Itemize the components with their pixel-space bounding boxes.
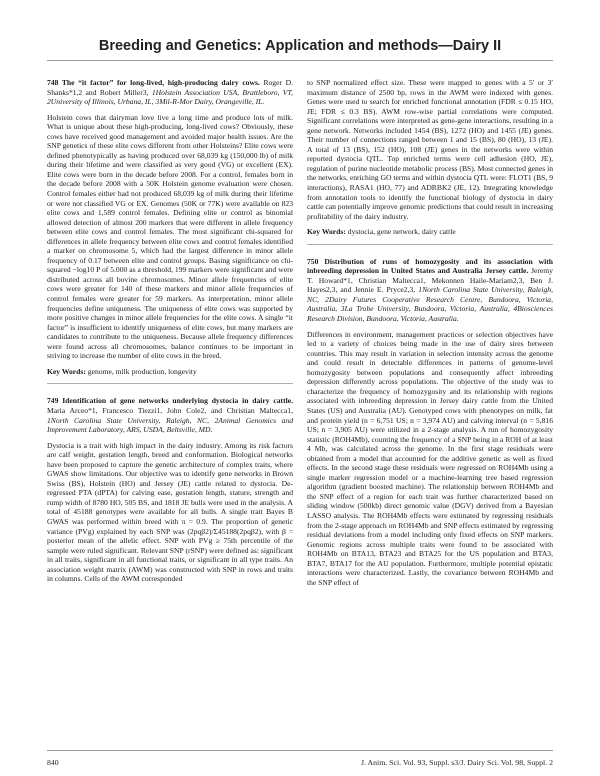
abstract-749-authors: Maria Arceo*1, Francesco Tiezzi1, John Cole2, and Christian Maltecca1,: [47, 405, 293, 415]
abstract-749-body: Dystocia is a trait with high impact in the dairy industry. Among its risk factors are calf weight, gestation length, breed and conformation. Biological networks have been proposed to capture the genetic architecture of complex traits, where GWAS show limitations. Our objective was to identify gene networks in Brown Swiss (BS), Holstein (HO) and Jersey (JE) cattle related to dystocia. De-regressed PTA (dPTA) for calving ease, gestation length, stature, strength and rump width of 8780 HO, 505 BS, and 1818 JE bulls were used in the analysis. A total of 45188 genotypes were available for all bulls. A single trait Bayes B GWAS was performed within breed with π = 0.9. The proportion of genetic variance (PVg) explained by each SNP was (2pqβ2)/Σ45188(2pqβ2), with β = posterior mean of the allelic effect. SNP with PVg ≥ 75th percentile of the sample were ruled significant. Relevant SNP (rSNP) were defined as: significant in all traits, significant in all functional traits, or significant in all type traits. An association weight matrix (AWM) was constructed with SNP in rows and traits in columns. Cells of the AWM corresponded: [47, 440, 293, 584]
keywords-label: Key Words:: [47, 366, 86, 376]
abstract-750-title: 750 Distribution of runs of homozygosity and its association with inbreeding depression in United States and Australia Jersey cattle.: [307, 256, 553, 276]
footer-rule: [47, 750, 553, 751]
abstract-750-authors: Jeremy T. Howard*1, Christian Maltecca1, Mekonnen Haile-Mariam2,3, Ben J. Hayes2,3, and Jennie E. Pryce2,3,: [307, 266, 553, 295]
keywords-rule: [307, 244, 553, 245]
abstract-749-body-continued: to SNP normalized effect size. These were mapped to genes with a 5′ or 3′ maximum distance of 2500 bp, rows in the AWM were indexed with genes. Genes were used to search for enriched functional annotation (FDR ≤ 0.15 HO, JE; FDR ≤ 0.3 BS). AWM row-wise partial correlations were computed. Significant correlations were interpreted as gene-gene interactions, resulting in a gene network. Networks included 1454 (BS), 1272 (HO) and 1455 (JE) genes. Their number of connections ranged between 1 and 15 (BS), 80 (HO), 13 (JE). A total of 13 (BS), 152 (HO), 108 (JE) genes in the networks were within reported dystocia QTL. Top enriched terms were cell adhesion (HO, JE), regulation of purine nucleotide metabolic process (BS). Most connected genes in the networks, enriching GO terms and within dystocia QTL were: FLOT1 (BS, 9 interactions), RASA1 (HO, 77) and ADRBK2 (JE, 12). Integrating knowledge from annotation tools to identify the functional biology of dystocia in dairy cattle can potentially improve genomic predictions that could result in increasing profitability of the dairy industry.: [307, 78, 553, 221]
abstract-749-affiliations: 1North Carolina State University, Raleigh, NC, 2Animal Genomics and Improvement Laboratory, ARS, USDA, Beltsville, MD.: [47, 415, 293, 435]
abstract-748: [47, 78, 293, 384]
keywords-text: dystocia, gene network, dairy cattle: [347, 227, 456, 237]
header-rule: [47, 60, 553, 61]
abstract-748-affiliations: 1Holstein Association USA, Brattleboro, VT, 2University of Illinois, Urbana, IL, 3Mil-R-Mor Dairy, Orangeville, IL.: [47, 87, 293, 107]
abstract-748-title: 748 The “it factor” for long-lived, high-producing dairy cows.: [47, 78, 260, 87]
page-header-title: Breeding and Genetics: Application and methods—Dairy II: [98, 38, 502, 54]
keywords-text: genome, milk production, longevity: [87, 366, 197, 376]
abstract-750-body: Differences in environment, management practices or selection objectives have led to a variety of choices being made in the use of dairy sires between countries. This may result in variation in selection intensity across the genome and could result in detectable differences in patterns of genome-level homozygosity between populations and consequently affect inbreeding depression differently across populations. The objective of the study was to characterize the frequency of homozygosity and its relationship with regions associated with inbreeding depression in Jersey dairy cattle from the United States (US) and Australia (AU). Genotyped cows with phenotypes on milk, fat and protein yield (n = 6,751 US; n = 3,974 AU) and calving interval (n = 5,816 US; n = 3,905 AU) were utilized in a 2-stage analysis. A run of homozygosity statistic (ROH4Mb), counting the frequency of a SNP being in a ROH of at least 4 Mb, was calculated across the genome. In the first stage residuals were obtained from a model that accounted for the additive genetic as well as fixed effects. In the second stage these residuals were regressed on ROH4Mb using a single marker regression model or a machine-learning tree based regression algorithm (gradient boosted machine). The relationship between ROH4Mb and the SNP effect of a region for each trait was further characterized based on sliding window (500kb) direct genomic value (DGV) derived from a Bayesian LASSO analysis. The ROH4Mb effects were estimated by regressing residuals from the 2-stage approach on ROH4Mb and SNP effects estimated by regressing residual deviations from a model including only fixed effects on SNP markers. Genomic regions across multiple traits were found to be associated with ROH4Mb on BTA13, BTA23 and BTA25 for the US population and BTA3, BTA7, BTA17 for the AU population. Furthermore, multiple potential epistatic interactions were characterized. Lastly, the covariance between ROH4Mb and the SNP effect of: [307, 329, 553, 587]
keywords-label: Key Words:: [307, 227, 346, 237]
abstract-748-body: Holstein cows that dairyman love live a long time and produce lots of milk. What is unique about these high-producing, long-lived cows? Obviously, these cows have received good management and avoided major health issues. Are the SNP genetics of these elite cows different from other Holsteins? Elite cows were defined phenotypically as having produced over 68,039 kg (150,000 lb) of milk during their lifetime and were classified as very good (VG) or excellent (EX). Elite cows were born in the decade before 2008. For a control, females born in the decade before 2008 with a 50K Holstein genome evaluation were chosen. Control females either had not produced 68,039 kg of milk during their lifetime or were not classified VG or EX. Genomes (50K or 77K) were available on 823 elite cows and 1,589 control females. Defining elite or control as binomial allowed detection of almost 200 markers that were different in allele frequency between elite cows and control females. The most significant chi-squared for differences in allele frequency between elite cows and control females identified a marker on chromosome 5, which had the largest difference in minor allele frequency of 0.17 between elite and control groups. Basing significance on chi-squared −log10 P of 5.000 as a threshold, 199 markers were significant and were distributed across all bovine chromosomes. Minor allele frequencies of elite cows were greater for 140 of these markers and minor allele frequencies of control females were greater for 59 markers. As interpretation, minor allele frequencies define uniqueness. The uniqueness of elite cows was supported by more positive changes in minor allele frequencies for the elite cows. A single “it factor” is insufficient to identify uniqueness of elite cows, but many markers are candidates to contribute to the uniqueness. Because allele frequency differences were found across all chromosomes, balance continues to be important in striving to increase the number of elite cows in the breed.: [47, 112, 293, 361]
abstract-749: [47, 396, 293, 583]
abstract-750-affiliations: 1North Carolina State University, Raleigh, NC, 2Dairy Futures Cooperative Research Centre, Bundoora, Victoria, Australia, 3La Trobe University, Bundoora, Victoria, Australia, 4Biosciences Research Division, Bundoora, Victoria, Australia.: [307, 285, 553, 324]
abstract-748-authors: Roger D. Shanks*1,2 and Robert Miller3,: [47, 78, 293, 97]
page-number: 840: [47, 758, 59, 767]
abstract-749-keywords: [307, 227, 553, 237]
left-column: [47, 78, 293, 584]
abstract-749-title: 749 Identification of gene networks underlying dystocia in dairy cattle.: [47, 396, 293, 406]
abstract-750: [307, 257, 553, 588]
abstract-749-continued: [307, 78, 553, 245]
keywords-rule: [47, 383, 293, 384]
abstract-748-keywords: [47, 367, 293, 377]
journal-citation: J. Anim. Sci. Vol. 93, Suppl. s3/J. Dairy Sci. Vol. 98, Suppl. 2: [361, 758, 553, 767]
right-column: [307, 78, 553, 587]
